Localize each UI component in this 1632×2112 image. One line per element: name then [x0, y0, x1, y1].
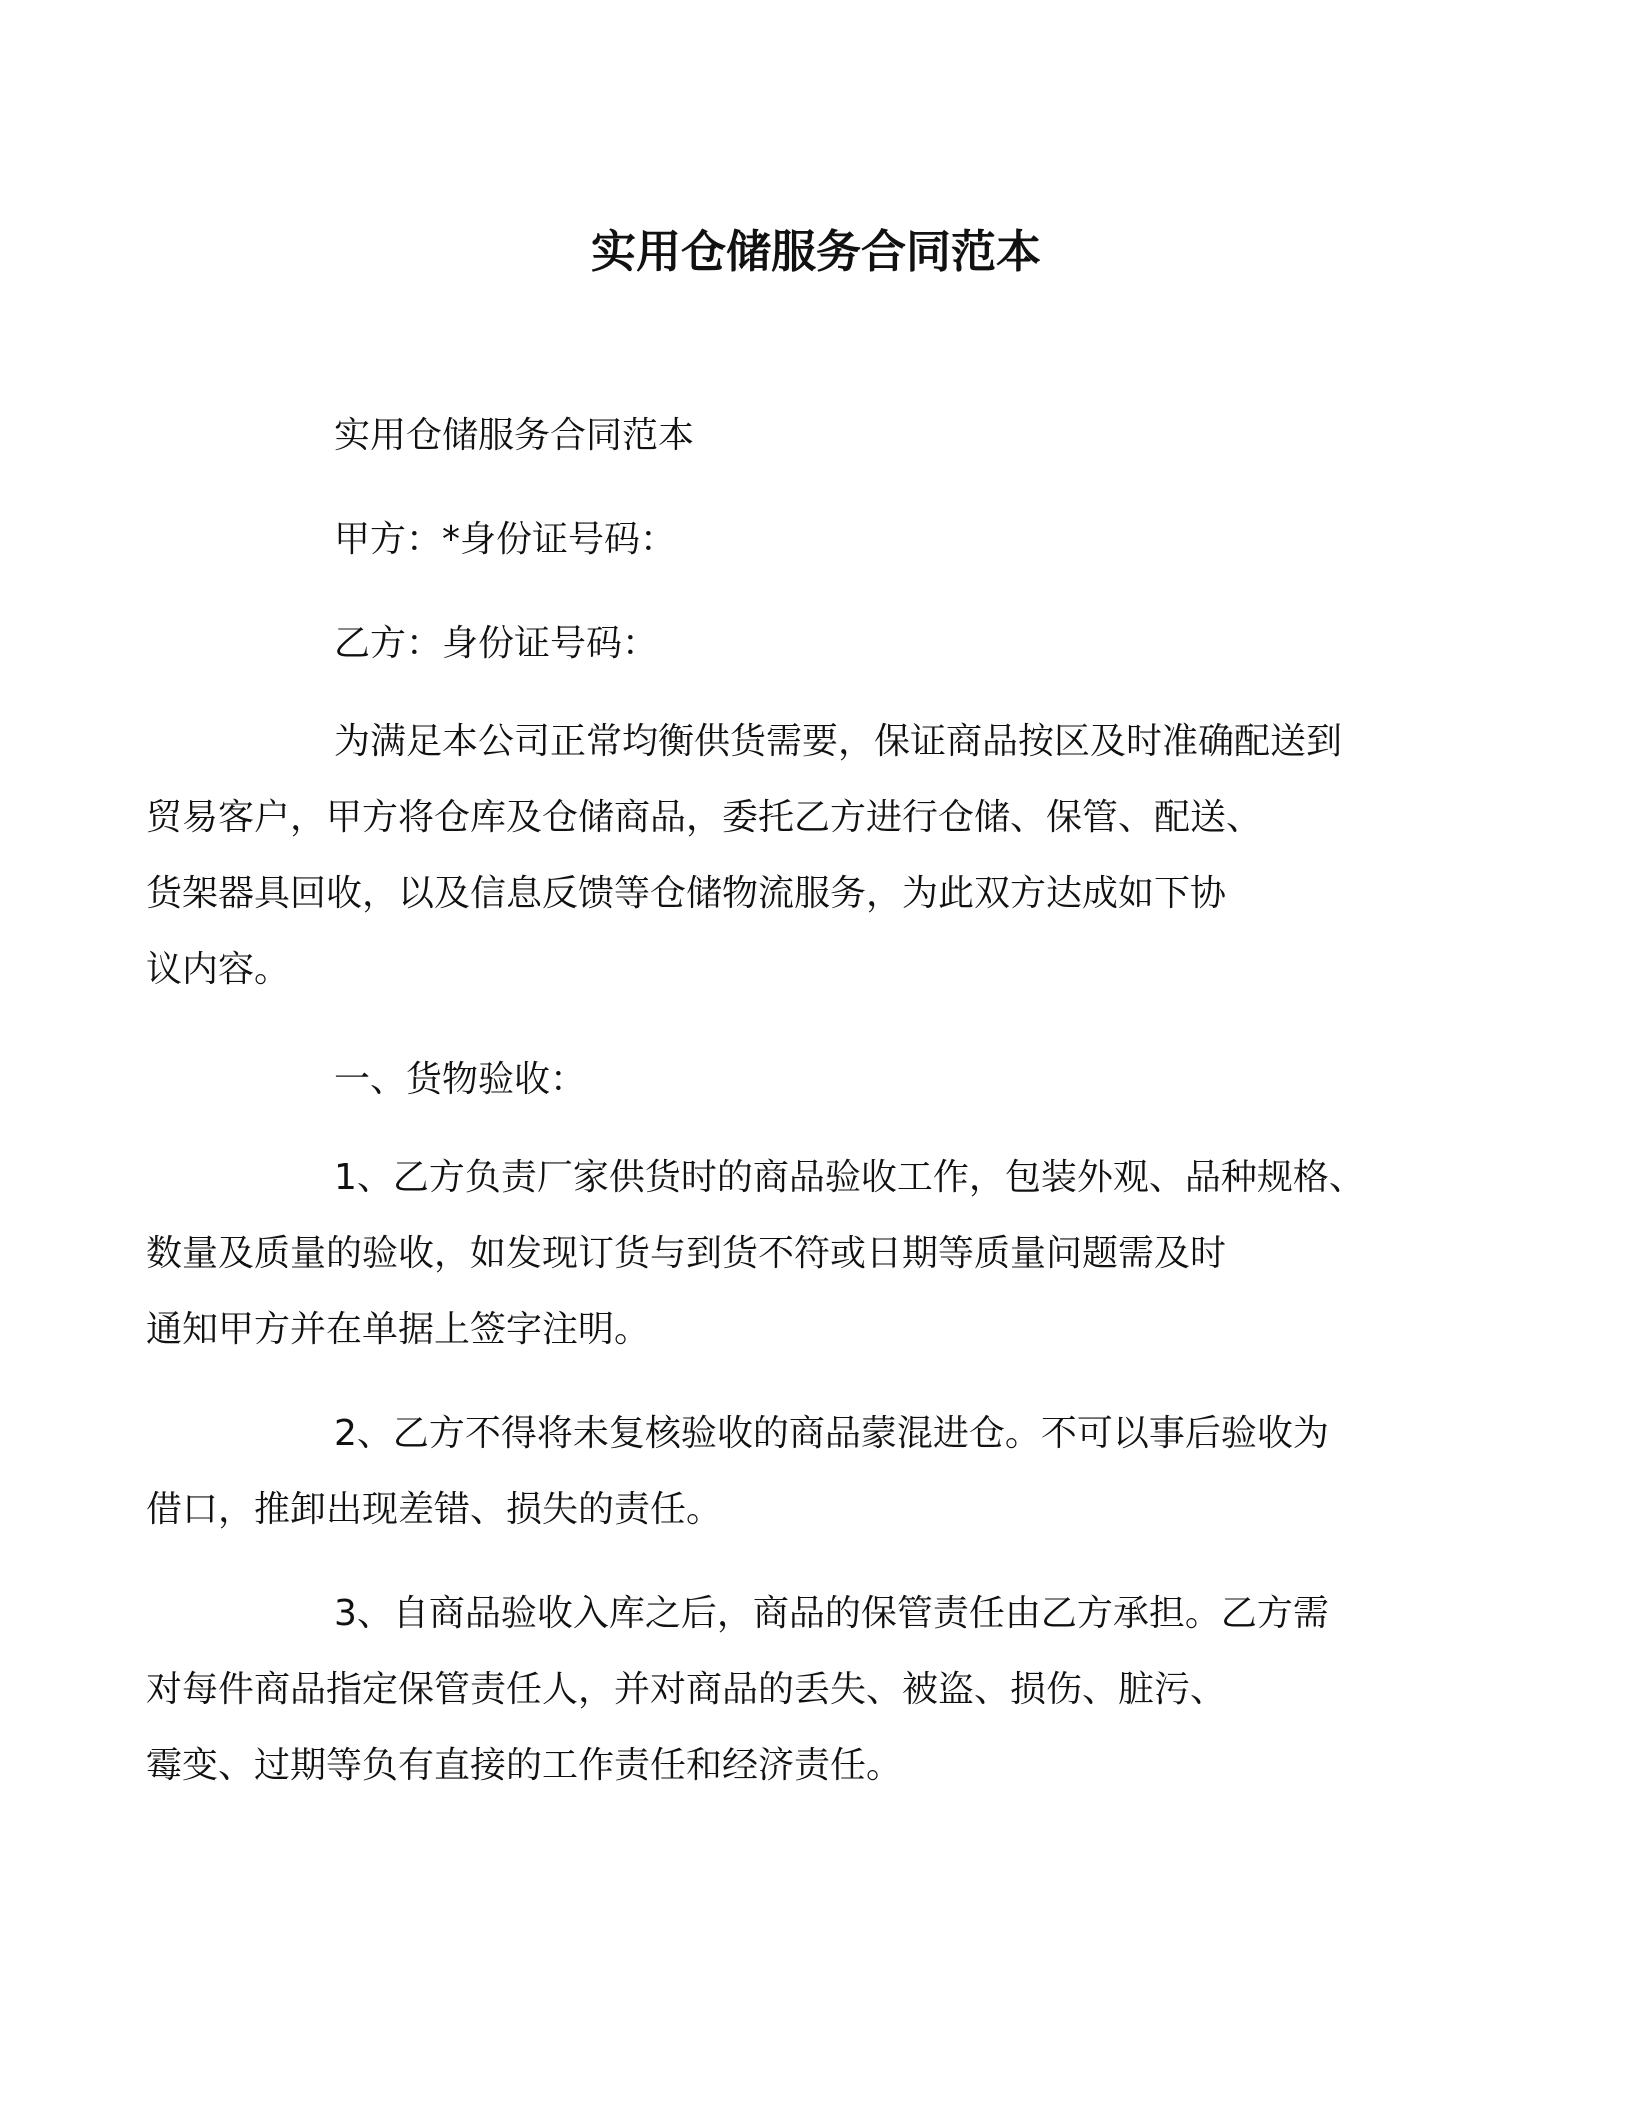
- paragraph-section-heading: [240, 1036, 1400, 1123]
- text-line: 为满足本公司正常均衡供货需要，保证商品按区及时准确配送到: [334, 721, 1343, 762]
- text-line: 贸易客户，甲方将仓库及仓储商品，委托乙方进行仓储、保管、配送、: [146, 797, 1263, 838]
- text-line: 借口，推卸出现差错、损失的责任。: [146, 1489, 723, 1530]
- document-body: [146, 392, 1400, 1804]
- text-line: 实用仓储服务合同范本: [334, 415, 695, 456]
- paragraph-clause-3: [146, 1576, 1400, 1804]
- paragraph-preamble: [146, 704, 1400, 1008]
- text-line: 议内容。: [146, 949, 291, 990]
- paragraph-clause-1: [146, 1140, 1400, 1368]
- text-line: 货架器具回收，以及信息反馈等仓储物流服务，为此双方达成如下协: [146, 873, 1227, 914]
- text-line: 甲方：*身份证号码：: [334, 519, 677, 560]
- text-line: 乙方：身份证号码：: [334, 623, 659, 664]
- text-line: 2、乙方不得将未复核验收的商品蒙混进仓。不可以事后验收为: [334, 1413, 1329, 1454]
- text-line: 通知甲方并在单据上签字注明。: [146, 1309, 651, 1350]
- text-line: 1、乙方负责厂家供货时的商品验收工作，包装外观、品种规格、: [334, 1157, 1365, 1198]
- page-title: 实用仓储服务合同范本: [590, 225, 1041, 278]
- paragraph-clause-2: [146, 1396, 1400, 1548]
- text-line: 对每件商品指定保管责任人，并对商品的丢失、被盗、损伤、脏污、: [146, 1669, 1227, 1710]
- paragraph-subtitle: [240, 392, 1400, 479]
- text-line: 数量及质量的验收，如发现订货与到货不符或日期等质量问题需及时: [146, 1233, 1227, 1274]
- paragraph-party-a: [240, 496, 1400, 583]
- text-line: 一、货物验收：: [334, 1059, 587, 1100]
- text-line: 3、自商品验收入库之后，商品的保管责任由乙方承担。乙方需: [334, 1593, 1329, 1634]
- paragraph-party-b: [240, 600, 1400, 687]
- text-line: 霉变、过期等负有直接的工作责任和经济责任。: [146, 1745, 903, 1786]
